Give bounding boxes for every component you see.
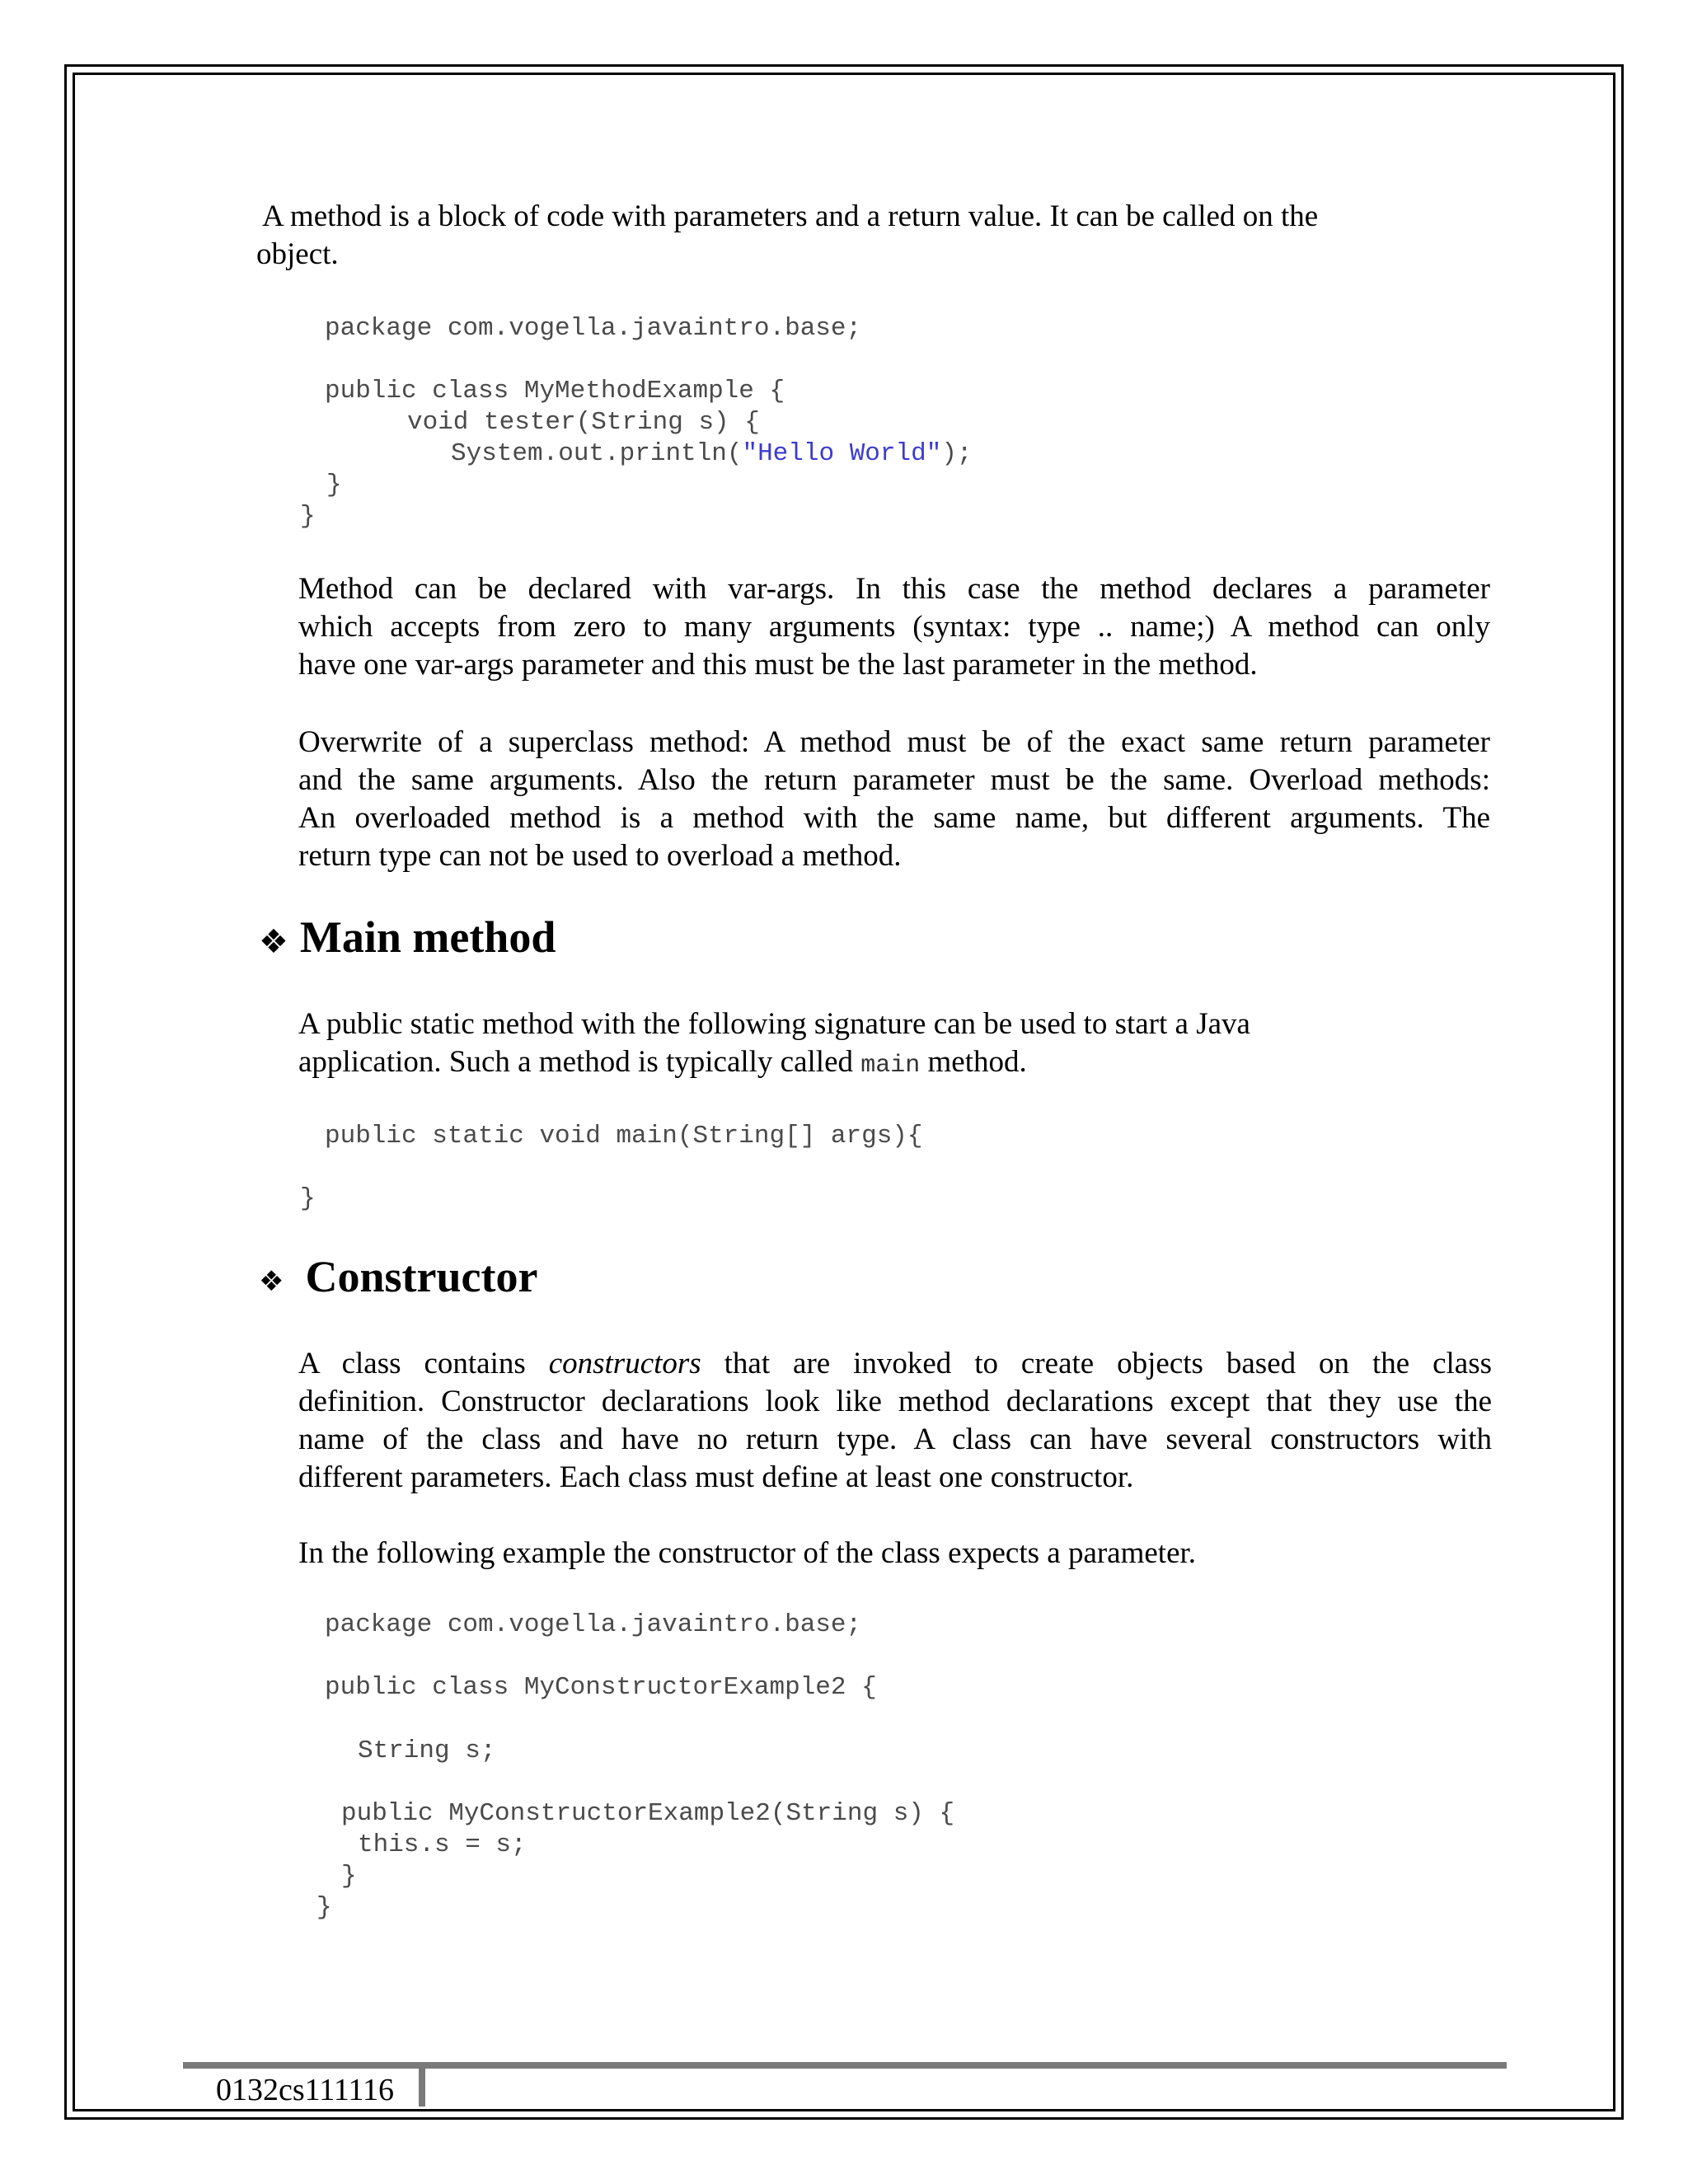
code-line: public MyConstructorExample2(String s) { — [341, 1799, 955, 1828]
intro-paragraph — [262, 198, 1416, 236]
code-line: } — [300, 1184, 316, 1213]
constructor-line-3: name of the class and have no return type. A class can have several constructors with — [298, 1422, 1492, 1456]
code-line: void tester(String s) { — [407, 408, 760, 437]
main-line-1: A public static method with the following signature can be used to start a Java — [298, 1007, 1250, 1041]
overwrite-line-4: return type can not be used to overload a method. — [298, 839, 902, 873]
string-literal: "Hello World" — [742, 439, 942, 468]
code-line: } — [316, 1893, 332, 1922]
constructor-line-1 — [298, 1345, 1492, 1383]
inline-code: main — [860, 1052, 921, 1080]
code-token: ); — [941, 439, 973, 468]
overwrite-line-1: Overwrite of a superclass method: A method must be of the exact same return parameter — [298, 725, 1490, 759]
varargs-line-3: have one var-args parameter and this must be the last parameter in the method. — [298, 648, 1258, 682]
intro-line-1: A method is a block of code with parameters and a return value. It can be called on the — [262, 199, 1319, 233]
code-line: public static void main(String[] args){ — [325, 1122, 923, 1151]
example-intro: In the following example the constructor of the class expects a parameter. — [298, 1536, 1197, 1570]
text-span: method. — [920, 1045, 1027, 1079]
code-line: String s; — [358, 1736, 496, 1765]
varargs-line-1: Method can be declared with var-args. In this case the method declares a parameter — [298, 572, 1490, 606]
code-line: } — [341, 1862, 357, 1891]
code-line: this.s = s; — [358, 1830, 527, 1859]
section-title: Main method — [299, 912, 556, 962]
code-line: public class MyConstructorExample2 { — [325, 1673, 877, 1702]
overwrite-line-3: An overloaded method is a method with the same name, but different arguments. The — [298, 801, 1490, 835]
code-line: package com.vogella.javaintro.base; — [325, 1610, 862, 1639]
code-line: public class MyMethodExample { — [325, 377, 785, 405]
text-span: application. Such a method is typically called — [298, 1045, 861, 1079]
varargs-paragraph — [298, 570, 1490, 684]
section-title: Constructor — [305, 1252, 538, 1301]
code-line: package com.vogella.javaintro.base; — [325, 314, 862, 343]
footer-divider — [419, 2069, 425, 2107]
text-span: A class contains — [298, 1347, 549, 1380]
overwrite-paragraph — [298, 724, 1490, 875]
diamond-bullet-icon: ❖ — [259, 1264, 284, 1298]
code-token: System.out.println( — [451, 439, 743, 468]
emphasis: constructors — [548, 1347, 701, 1380]
constructor-paragraph — [298, 1345, 1492, 1497]
code-line: } — [326, 471, 342, 499]
main-method-paragraph — [298, 1005, 1452, 1085]
constructor-line-4: different parameters. Each class must define at least one constructor. — [298, 1460, 1134, 1494]
diamond-bullet-icon: ❖ — [259, 922, 288, 961]
intro-line-2: object. — [256, 237, 339, 271]
overwrite-line-2: and the same arguments. Also the return parameter must be the same. Overload methods: — [298, 763, 1490, 797]
code-line — [451, 438, 973, 470]
main-line-2 — [298, 1043, 1452, 1085]
example-intro-paragraph — [298, 1535, 1492, 1572]
constructor-heading — [259, 1251, 537, 1302]
footer-document-code: 0132cs111116 — [216, 2073, 395, 2107]
text-span: that are invoked to create objects based on the class — [701, 1347, 1493, 1380]
intro-paragraph-cont — [256, 236, 586, 274]
code-line: } — [300, 502, 316, 531]
footer-rule — [183, 2062, 1507, 2069]
varargs-line-2: which accepts from zero to many arguments (syntax: type .. name;) A method can only — [298, 610, 1490, 644]
constructor-line-2: definition. Constructor declarations look like method declarations except that they use the — [298, 1385, 1492, 1418]
main-method-heading — [259, 912, 556, 963]
